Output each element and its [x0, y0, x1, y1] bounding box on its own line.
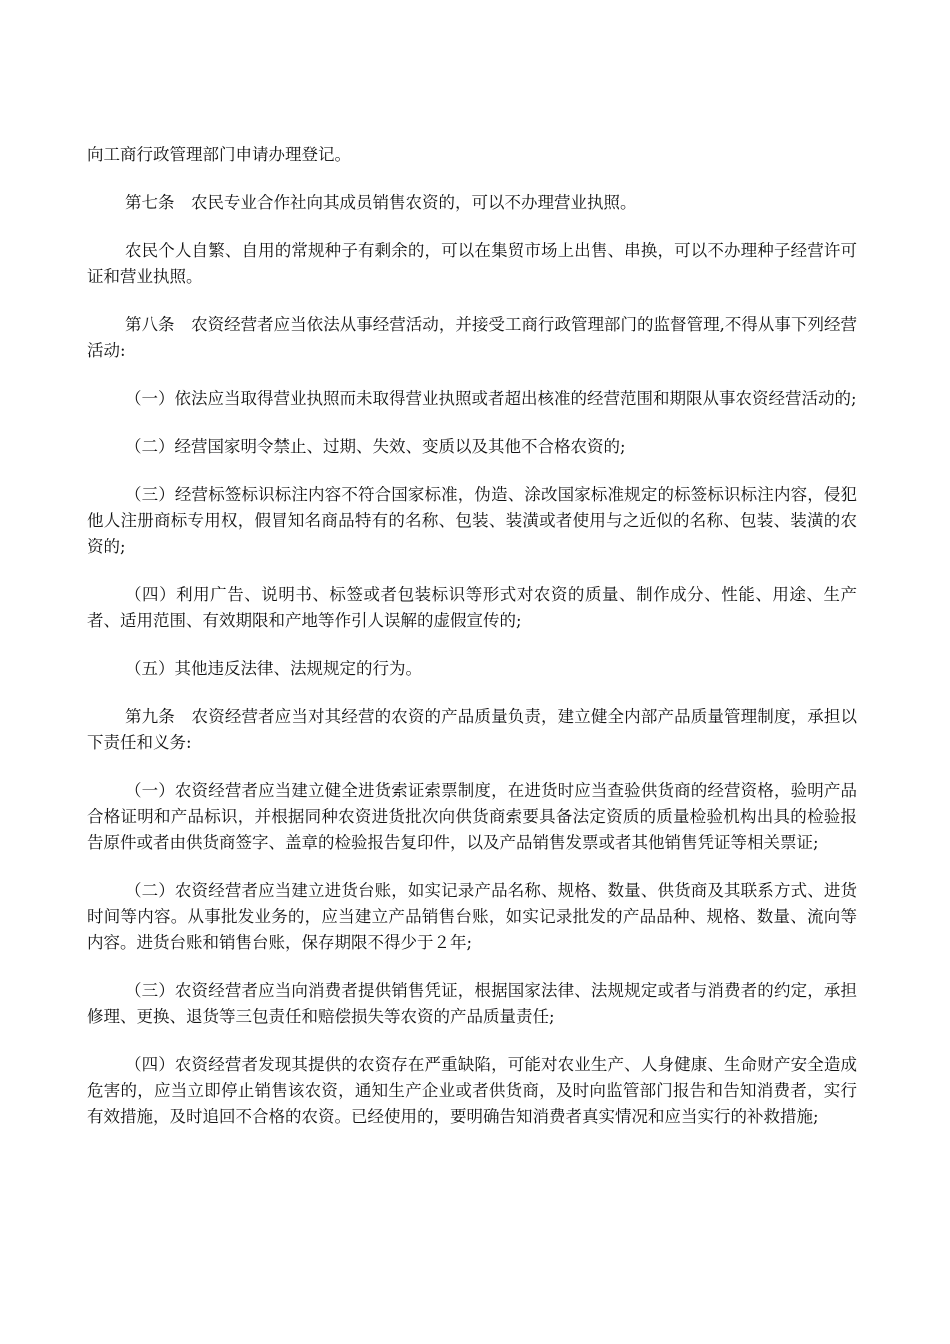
- article-9-item-4: （四）农资经营者发现其提供的农资存在严重缺陷，可能对农业生产、人身健康、生命财产安全造成危害的，应当立即停止销售该农资，通知生产企业或者供货商，及时向监管部门报告和告知消费者，实行有效措施，及时追回不合格的农资。已经使用的，要明确告知消费者真实情况和应当实行的补救措施;: [87, 1055, 857, 1126]
- article-9-item-1: （一）农资经营者应当建立健全进货索证索票制度，在进货时应当查验供货商的经营资格，验明产品合格证明和产品标识，并根据同种农资进货批次向供货商索要具备法定资质的质量检验机构出具的检验报告原件或者由供货商签字、盖章的检验报告复印件，以及产品销售发票或者其他销售凭证等相关票证;: [87, 781, 857, 852]
- article-7-paragraph-2: 农民个人自繁、自用的常规种子有剩余的，可以在集贸市场上出售、串换，可以不办理种子经营许可证和营业执照。: [87, 241, 857, 286]
- article-7: 第七条 农民专业合作社向其成员销售农资的，可以不办理营业执照。: [125, 193, 637, 212]
- article-9: 第九条 农资经营者应当对其经营的农资的产品质量负责，建立健全内部产品质量管理制度，承担以下责任和义务:: [87, 707, 857, 752]
- article-8-item-4: （四）利用广告、说明书、标签或者包装标识等形式对农资的质量、制作成分、性能、用途、生产者、适用范围、有效期限和产地等作引人误解的虚假宣传的;: [87, 585, 857, 630]
- article-9-item-2: （二）农资经营者应当建立进货台账，如实记录产品名称、规格、数量、供货商及其联系方式、进货时间等内容。从事批发业务的，应当建立产品销售台账，如实记录批发的产品品种、规格、数量、流向等内容。进货台账和销售台账，保存期限不得少于２年;: [87, 881, 857, 952]
- article-8: 第八条 农资经营者应当依法从事经营活动，并接受工商行政管理部门的监督管理,不得从事下列经营活动:: [87, 315, 857, 360]
- document-body: [87, 142, 857, 1152]
- article-8-item-1: （一）依法应当取得营业执照而未取得营业执照或者超出核准的经营范围和期限从事农资经营活动的;: [125, 389, 857, 408]
- article-8-item-5: （五）其他违反法律、法规规定的行为。: [125, 659, 422, 678]
- paragraph-continuation: 向工商行政管理部门申请办理登记。: [87, 145, 351, 164]
- article-8-item-3: （三）经营标签标识标注内容不符合国家标准，伪造、涂改国家标准规定的标签标识标注内容，侵犯他人注册商标专用权，假冒知名商品特有的名称、包装、装潢或者使用与之近似的名称、包装、装潢的农资的;: [87, 485, 857, 556]
- article-9-item-3: （三）农资经营者应当向消费者提供销售凭证，根据国家法律、法规规定或者与消费者的约定，承担修理、更换、退货等三包责任和赔偿损失等农资的产品质量责任;: [87, 981, 857, 1026]
- article-8-item-2: （二）经营国家明令禁止、过期、失效、变质以及其他不合格农资的;: [125, 437, 626, 456]
